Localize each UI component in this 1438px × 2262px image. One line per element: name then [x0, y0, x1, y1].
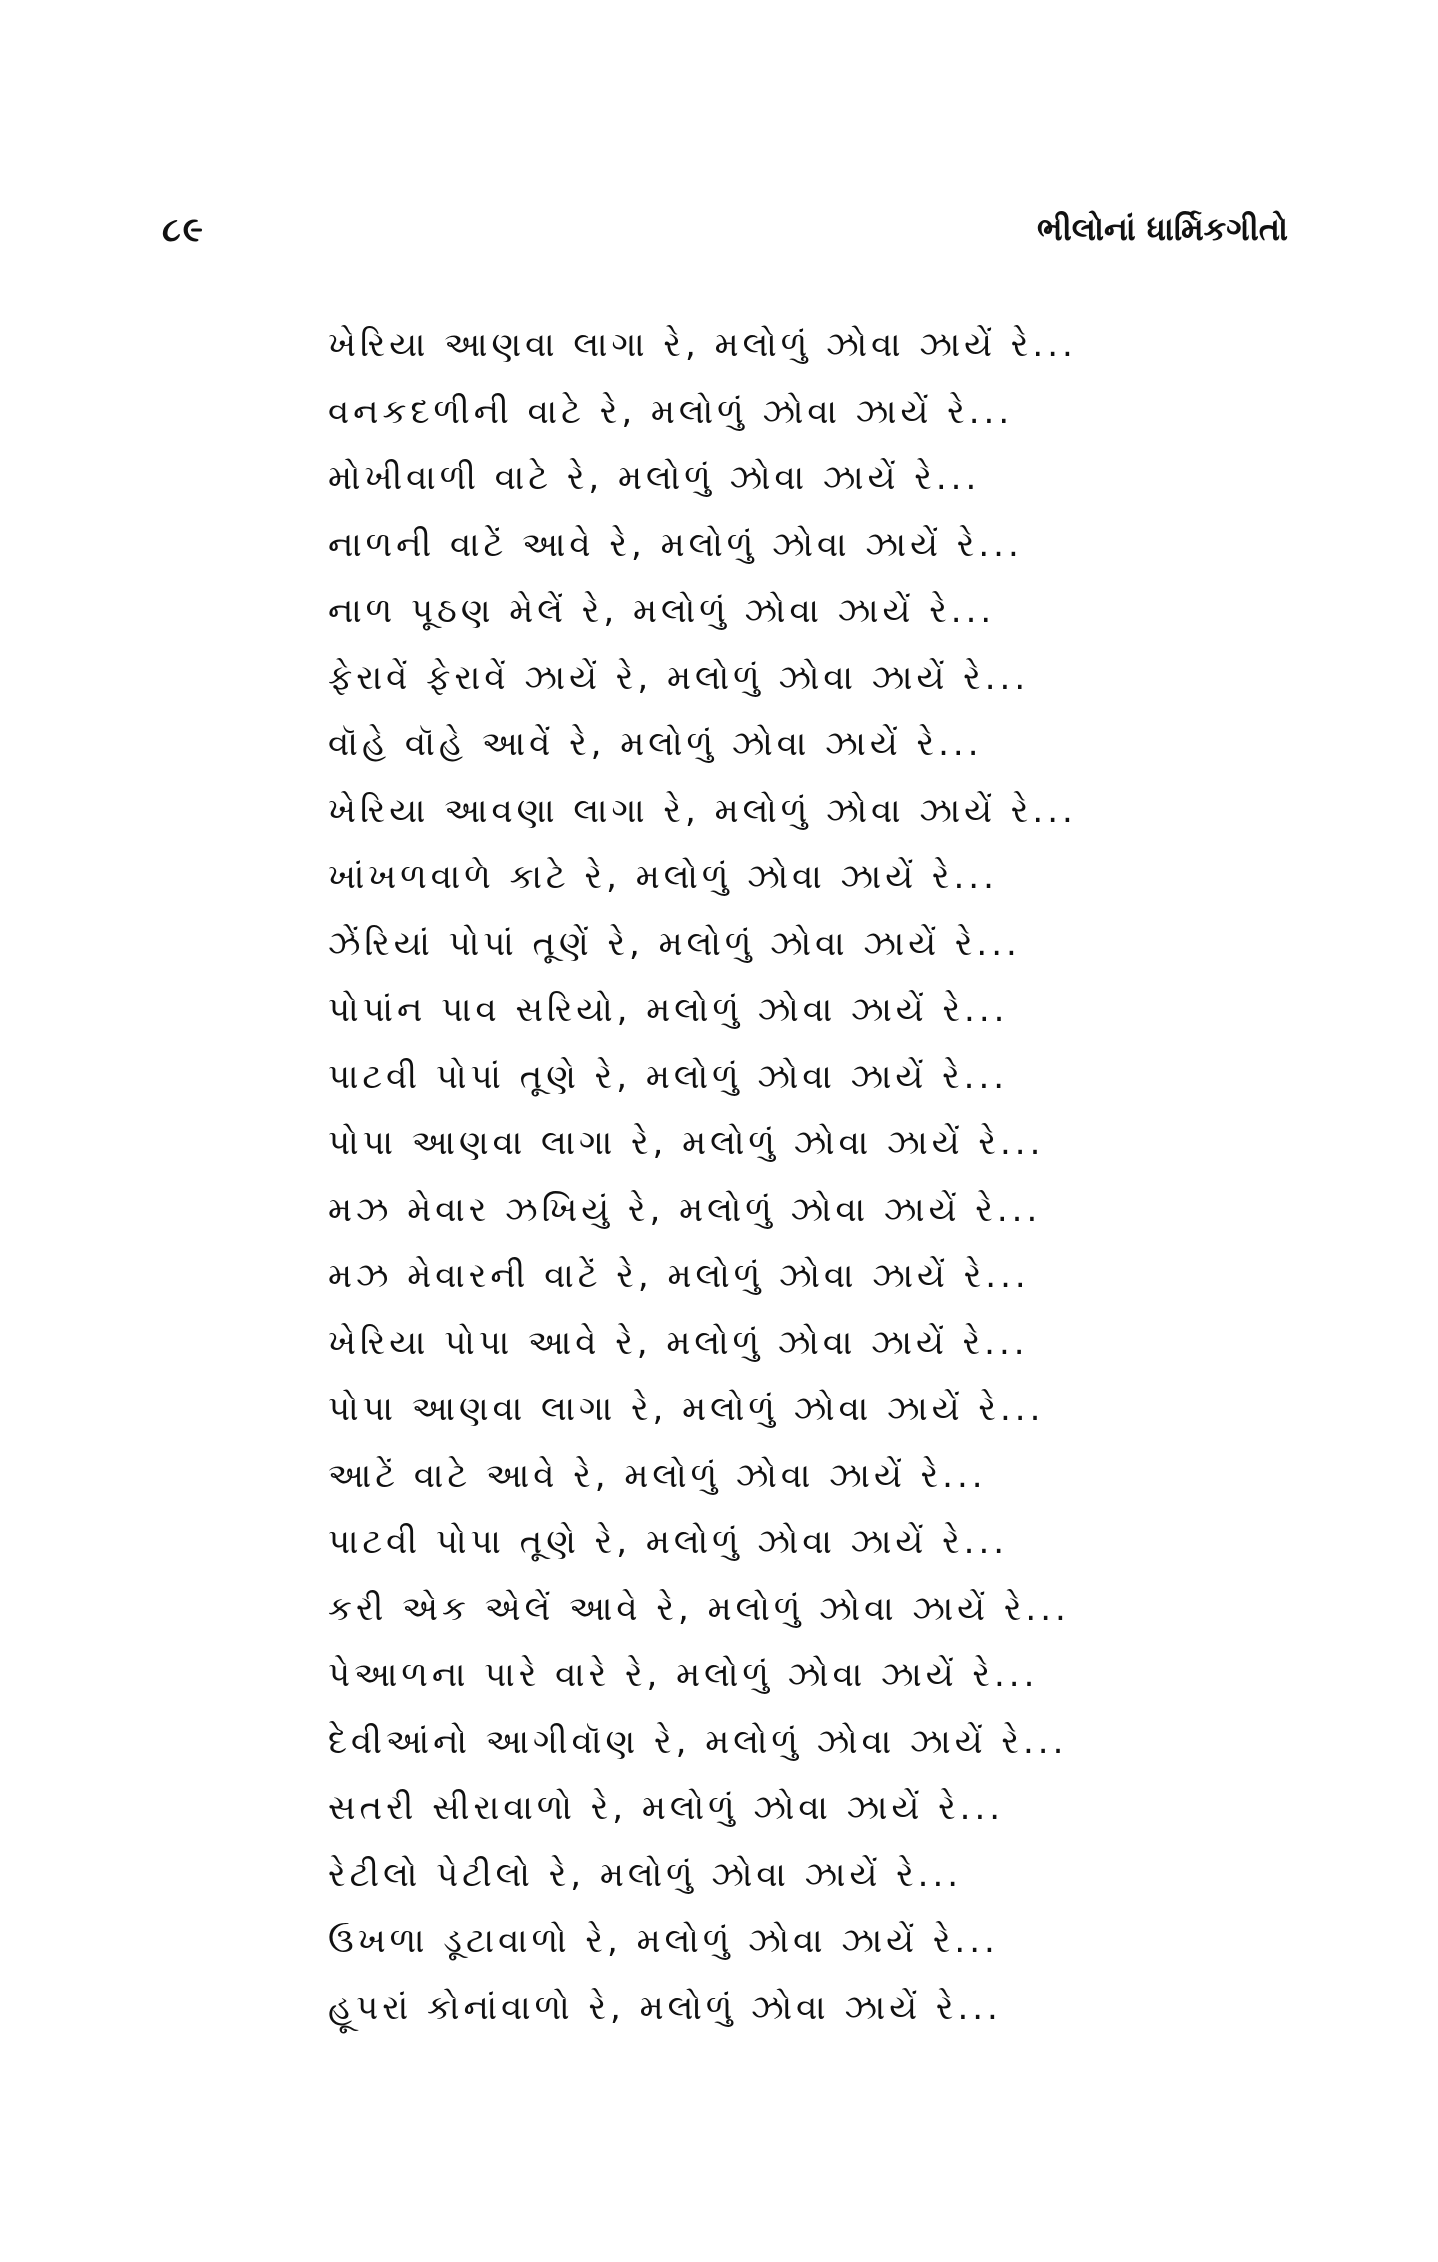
verse-line: પેઆળના પારે વારે રે, મલોળું ઝોવા ઝાયેં રે... [328, 1655, 1039, 1695]
verse-line: આટેં વાટે આવે રે, મલોળું ઝોવા ઝાયેં રે... [328, 1455, 987, 1496]
verse-line: નાળ પૂઠણ મેલેં રે, મલોળું ઝોવા ઝાયેં રે... [328, 591, 996, 631]
verse-line: રેટીલો પેટીલો રે, મલોળું ઝોવા ઝાયેં રે... [328, 1854, 963, 1895]
running-title: ભીલોનાં ધાર્મિકગીતો [1037, 210, 1288, 248]
verse-line: ખેરિયા આવણા લાગા રે, મલોળું ઝોવા ઝાયેં રે... [328, 790, 1077, 831]
verse-line: પોપાંન પાવ સરિયો, મલોળું ઝોવા ઝાયેં રે... [328, 990, 1009, 1030]
verse-line: કરી એક એલેં આવે રે, મલોળું ઝોવા ઝાયેં રે... [328, 1588, 1070, 1629]
verse-line: ઝેંરિયાં પોપાં તૂણેં રે, મલોળું ઝોવા ઝાયેં રે... [328, 923, 1021, 964]
verse-line: વૉહે વૉહે આવેં રે, મલોળું ઝોવા ઝાયેં રે... [328, 724, 983, 764]
verse-line: ખેરિયા પોપા આવે રે, મલોળું ઝોવા ઝાયેં રે... [328, 1322, 1029, 1363]
verse-line: મઝ મેવારની વાટેં રે, મલોળું ઝોવા ઝાયેં રે... [328, 1256, 1030, 1296]
verse-line: પોપા આણવા લાગા રે, મલોળું ઝોવા ઝાયેં રે... [328, 1123, 1045, 1163]
verse-line: ફેરાવેં ફેરાવેં ઝાયેં રે, મલોળું ઝોવા ઝાયેં રે... [328, 657, 1030, 698]
verse-line: નાળની વાટેં આવે રે, મલોળું ઝોવા ઝાયેં રે... [328, 524, 1023, 565]
verse-line: સતરી સીરાવાળો રે, મલોળું ઝોવા ઝાયેં રે... [328, 1788, 1005, 1828]
verse-line: મઝ મેવાર ઝખિયું રે, મલોળું ઝોવા ઝાયેં રે... [328, 1189, 1042, 1230]
verse-line: વનકદળીની વાટે રે, મલોળું ઝોવા ઝાયેં રે... [328, 391, 1014, 432]
page-number: ૮૯ [162, 210, 205, 250]
verse-line: હૂપરાં કોનાંવાળો રે, મલોળું ઝોવા ઝાયેં રે... [328, 1987, 1002, 2028]
verse-line: ખાંખળવાળે કાટે રે, મલોળું ઝોવા ઝાયેં રે... [328, 857, 998, 897]
verse [328, 312, 1088, 2041]
verse-line: મોખીવાળી વાટે રે, મલોળું ઝોવા ઝાયેં રે... [328, 458, 981, 498]
verse-line: પાટવી પોપા તૂણે રે, મલોળું ઝોવા ઝાયેં રે... [328, 1522, 1009, 1562]
verse-line: દેવીઆંનો આગીવૉણ રે, મલોળું ઝોવા ઝાયેં રે... [328, 1721, 1068, 1762]
verse-line: પોપા આણવા લાગા રે, મલોળું ઝોવા ઝાયેં રે... [328, 1389, 1045, 1429]
verse-line: પાટવી પોપાં તૂણે રે, મલોળું ઝોવા ઝાયેં રે... [328, 1056, 1009, 1097]
verse-line: ઉખળા ડૂટાવાળો રે, મલોળું ઝોવા ઝાયેં રે... [328, 1921, 999, 1961]
verse-line: ખેરિયા આણવા લાગા રે, મલોળું ઝોવા ઝાયેં રે... [328, 325, 1077, 365]
